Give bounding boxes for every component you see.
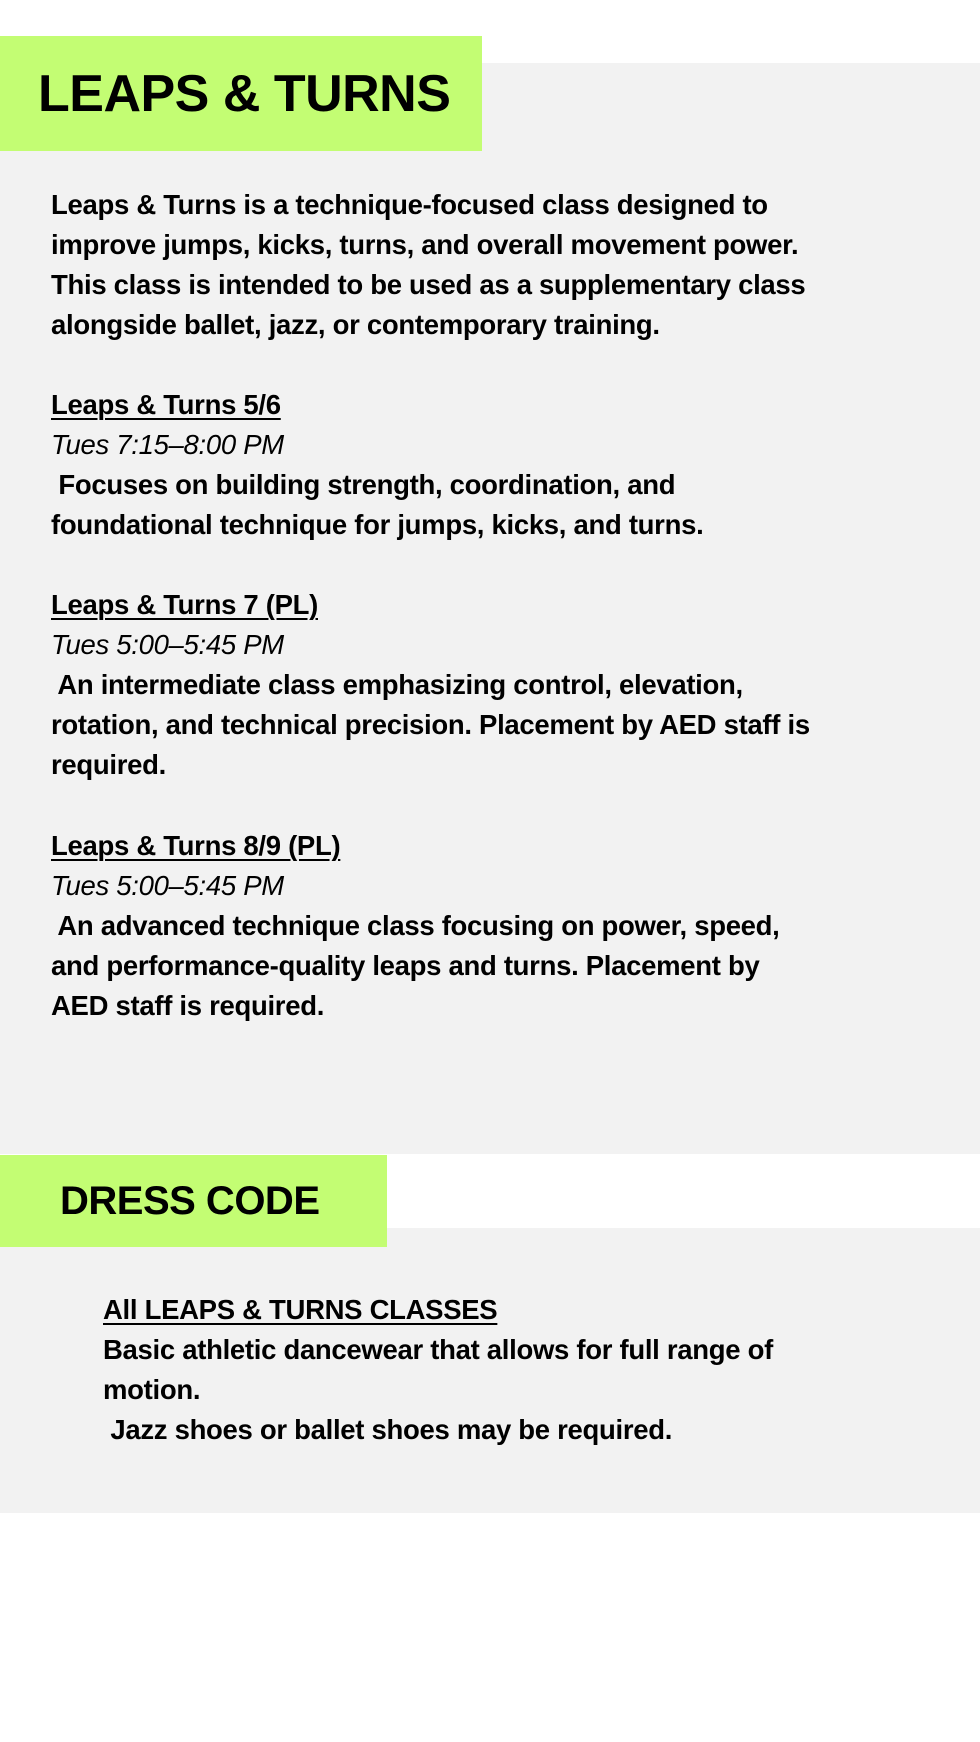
dress-code-content [103, 1290, 963, 1450]
class-title: Leaps & Turns 7 (PL) [51, 589, 318, 620]
class-title: Leaps & Turns 5/6 [51, 389, 281, 420]
intro-paragraph [51, 185, 951, 345]
class-title: Leaps & Turns 8/9 (PL) [51, 830, 341, 861]
dress-code-heading: DRESS CODE [60, 1178, 320, 1223]
intro-line: Leaps & Turns is a technique-focused class designed to [51, 189, 768, 220]
class-description-line: AED staff is required. [51, 990, 325, 1021]
dress-code-line: motion. [103, 1374, 201, 1405]
class-time: Tues 7:15–8:00 PM [51, 429, 284, 460]
class-description-line: and performance-quality leaps and turns. Placement by [51, 950, 760, 981]
class-description-line: An advanced technique class focusing on power, speed, [51, 910, 780, 941]
class-entry-8-9 [51, 826, 951, 1026]
dress-code-subheading: All LEAPS & TURNS CLASSES [103, 1294, 498, 1325]
dress-code-line: Jazz shoes or ballet shoes may be required. [103, 1414, 673, 1445]
class-description-line: An intermediate class emphasizing control, elevation, [51, 669, 743, 700]
class-description-line: foundational technique for jumps, kicks, and turns. [51, 509, 704, 540]
intro-line: This class is intended to be used as a supplementary class [51, 269, 806, 300]
page-title: LEAPS & TURNS [38, 64, 451, 123]
class-description-line: Focuses on building strength, coordination, and [51, 469, 676, 500]
class-time: Tues 5:00–5:45 PM [51, 629, 284, 660]
dress-code-line: Basic athletic dancewear that allows for full range of [103, 1334, 773, 1365]
class-entry-5-6 [51, 385, 951, 545]
class-entry-7 [51, 585, 951, 785]
intro-line: alongside ballet, jazz, or contemporary training. [51, 309, 660, 340]
dress-code-heading-block [0, 1155, 387, 1247]
class-description-line: required. [51, 749, 166, 780]
intro-line: improve jumps, kicks, turns, and overall movement power. [51, 229, 799, 260]
leaps-turns-heading-block [0, 36, 482, 151]
class-time: Tues 5:00–5:45 PM [51, 870, 284, 901]
class-description-line: rotation, and technical precision. Placement by AED staff is [51, 709, 810, 740]
